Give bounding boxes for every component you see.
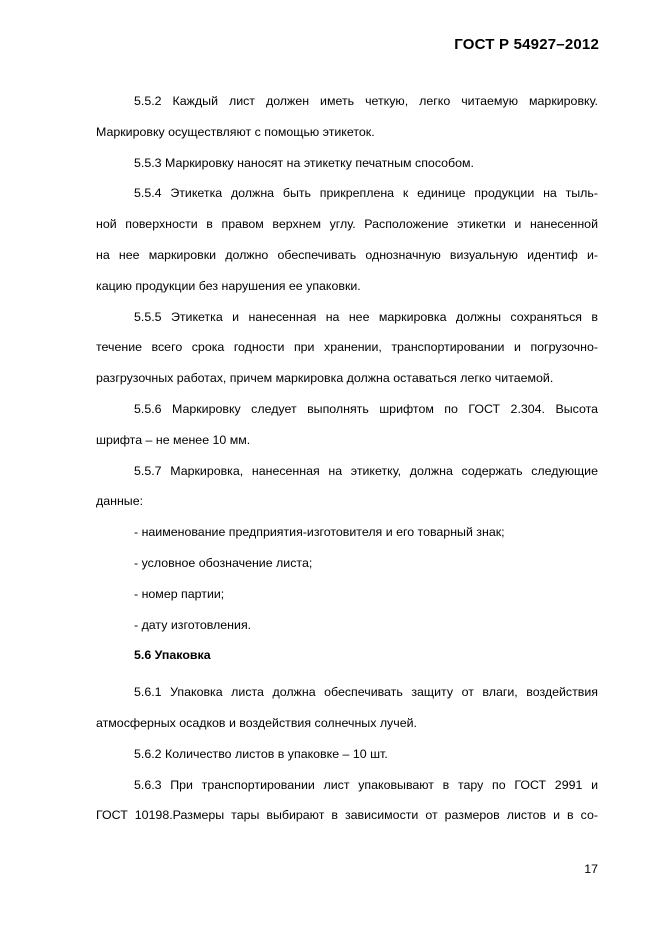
paragraph-line: шрифта – не менее 10 мм.	[96, 432, 251, 447]
paragraph-line: 5.5.2 Каждый лист должен иметь четкую, легко читаемую маркировку.	[134, 94, 598, 108]
list-item: - условное обозначение листа;	[134, 555, 313, 570]
paragraph-line: разгрузочных работах, причем маркировка должна оставаться легко читаемой.	[96, 371, 554, 386]
paragraph-line: 5.6.1 Упаковка листа должна обеспечивать защиту от влаги, воздействия	[134, 685, 598, 700]
section-heading: 5.6 Упаковка	[134, 648, 211, 663]
paragraph-line: 5.5.7 Маркировка, нанесенная на этикетку, должна содержать следующие	[134, 463, 598, 478]
paragraph-line: на нее маркировки должно обеспечивать однозначную визуальную идентиф и-	[96, 247, 598, 262]
paragraph-line: 5.5.6 Маркировку следует выполнять шрифтом по ГОСТ 2.304. Высота	[134, 401, 598, 416]
list-item: - наименование предприятия-изготовителя и его товарный знак;	[134, 525, 505, 540]
paragraph-line: ГОСТ 10198.Размеры тары выбирают в зависимости от размеров листов и в со-	[96, 808, 598, 823]
paragraph-line: 5.5.5 Этикетка и нанесенная на нее маркировка должны сохраняться в	[134, 309, 598, 324]
document-body	[96, 86, 598, 831]
paragraph-line: кацию продукции без нарушения ее упаковки.	[96, 278, 361, 293]
paragraph-line: 5.6.3 При транспортировании лист упаковывают в тару по ГОСТ 2991 и	[134, 777, 598, 792]
paragraph-line: 5.5.4 Этикетка должна быть прикреплена к единице продукции на тыль-	[134, 186, 598, 201]
paragraph-line: течение всего срока годности при хранении, транспортировании и погрузочно-	[96, 340, 598, 355]
page-number: 17	[584, 862, 598, 876]
paragraph-line: атмосферных осадков и воздействия солнечных лучей.	[96, 715, 417, 730]
paragraph-line: 5.6.2 Количество листов в упаковке – 10 шт.	[134, 746, 388, 761]
list-item: - номер партии;	[134, 586, 225, 601]
list-item: - дату изготовления.	[134, 617, 252, 632]
paragraph-line: Маркировку осуществляют с помощью этикеток.	[96, 124, 375, 139]
paragraph-line: 5.5.3 Маркировку наносят на этикетку печатным способом.	[134, 155, 474, 170]
paragraph-line: ной поверхности в правом верхнем углу. Расположение этикетки и нанесенной	[96, 217, 598, 232]
paragraph-line: данные:	[96, 494, 144, 509]
document-header: ГОСТ Р 54927–2012	[454, 36, 599, 53]
